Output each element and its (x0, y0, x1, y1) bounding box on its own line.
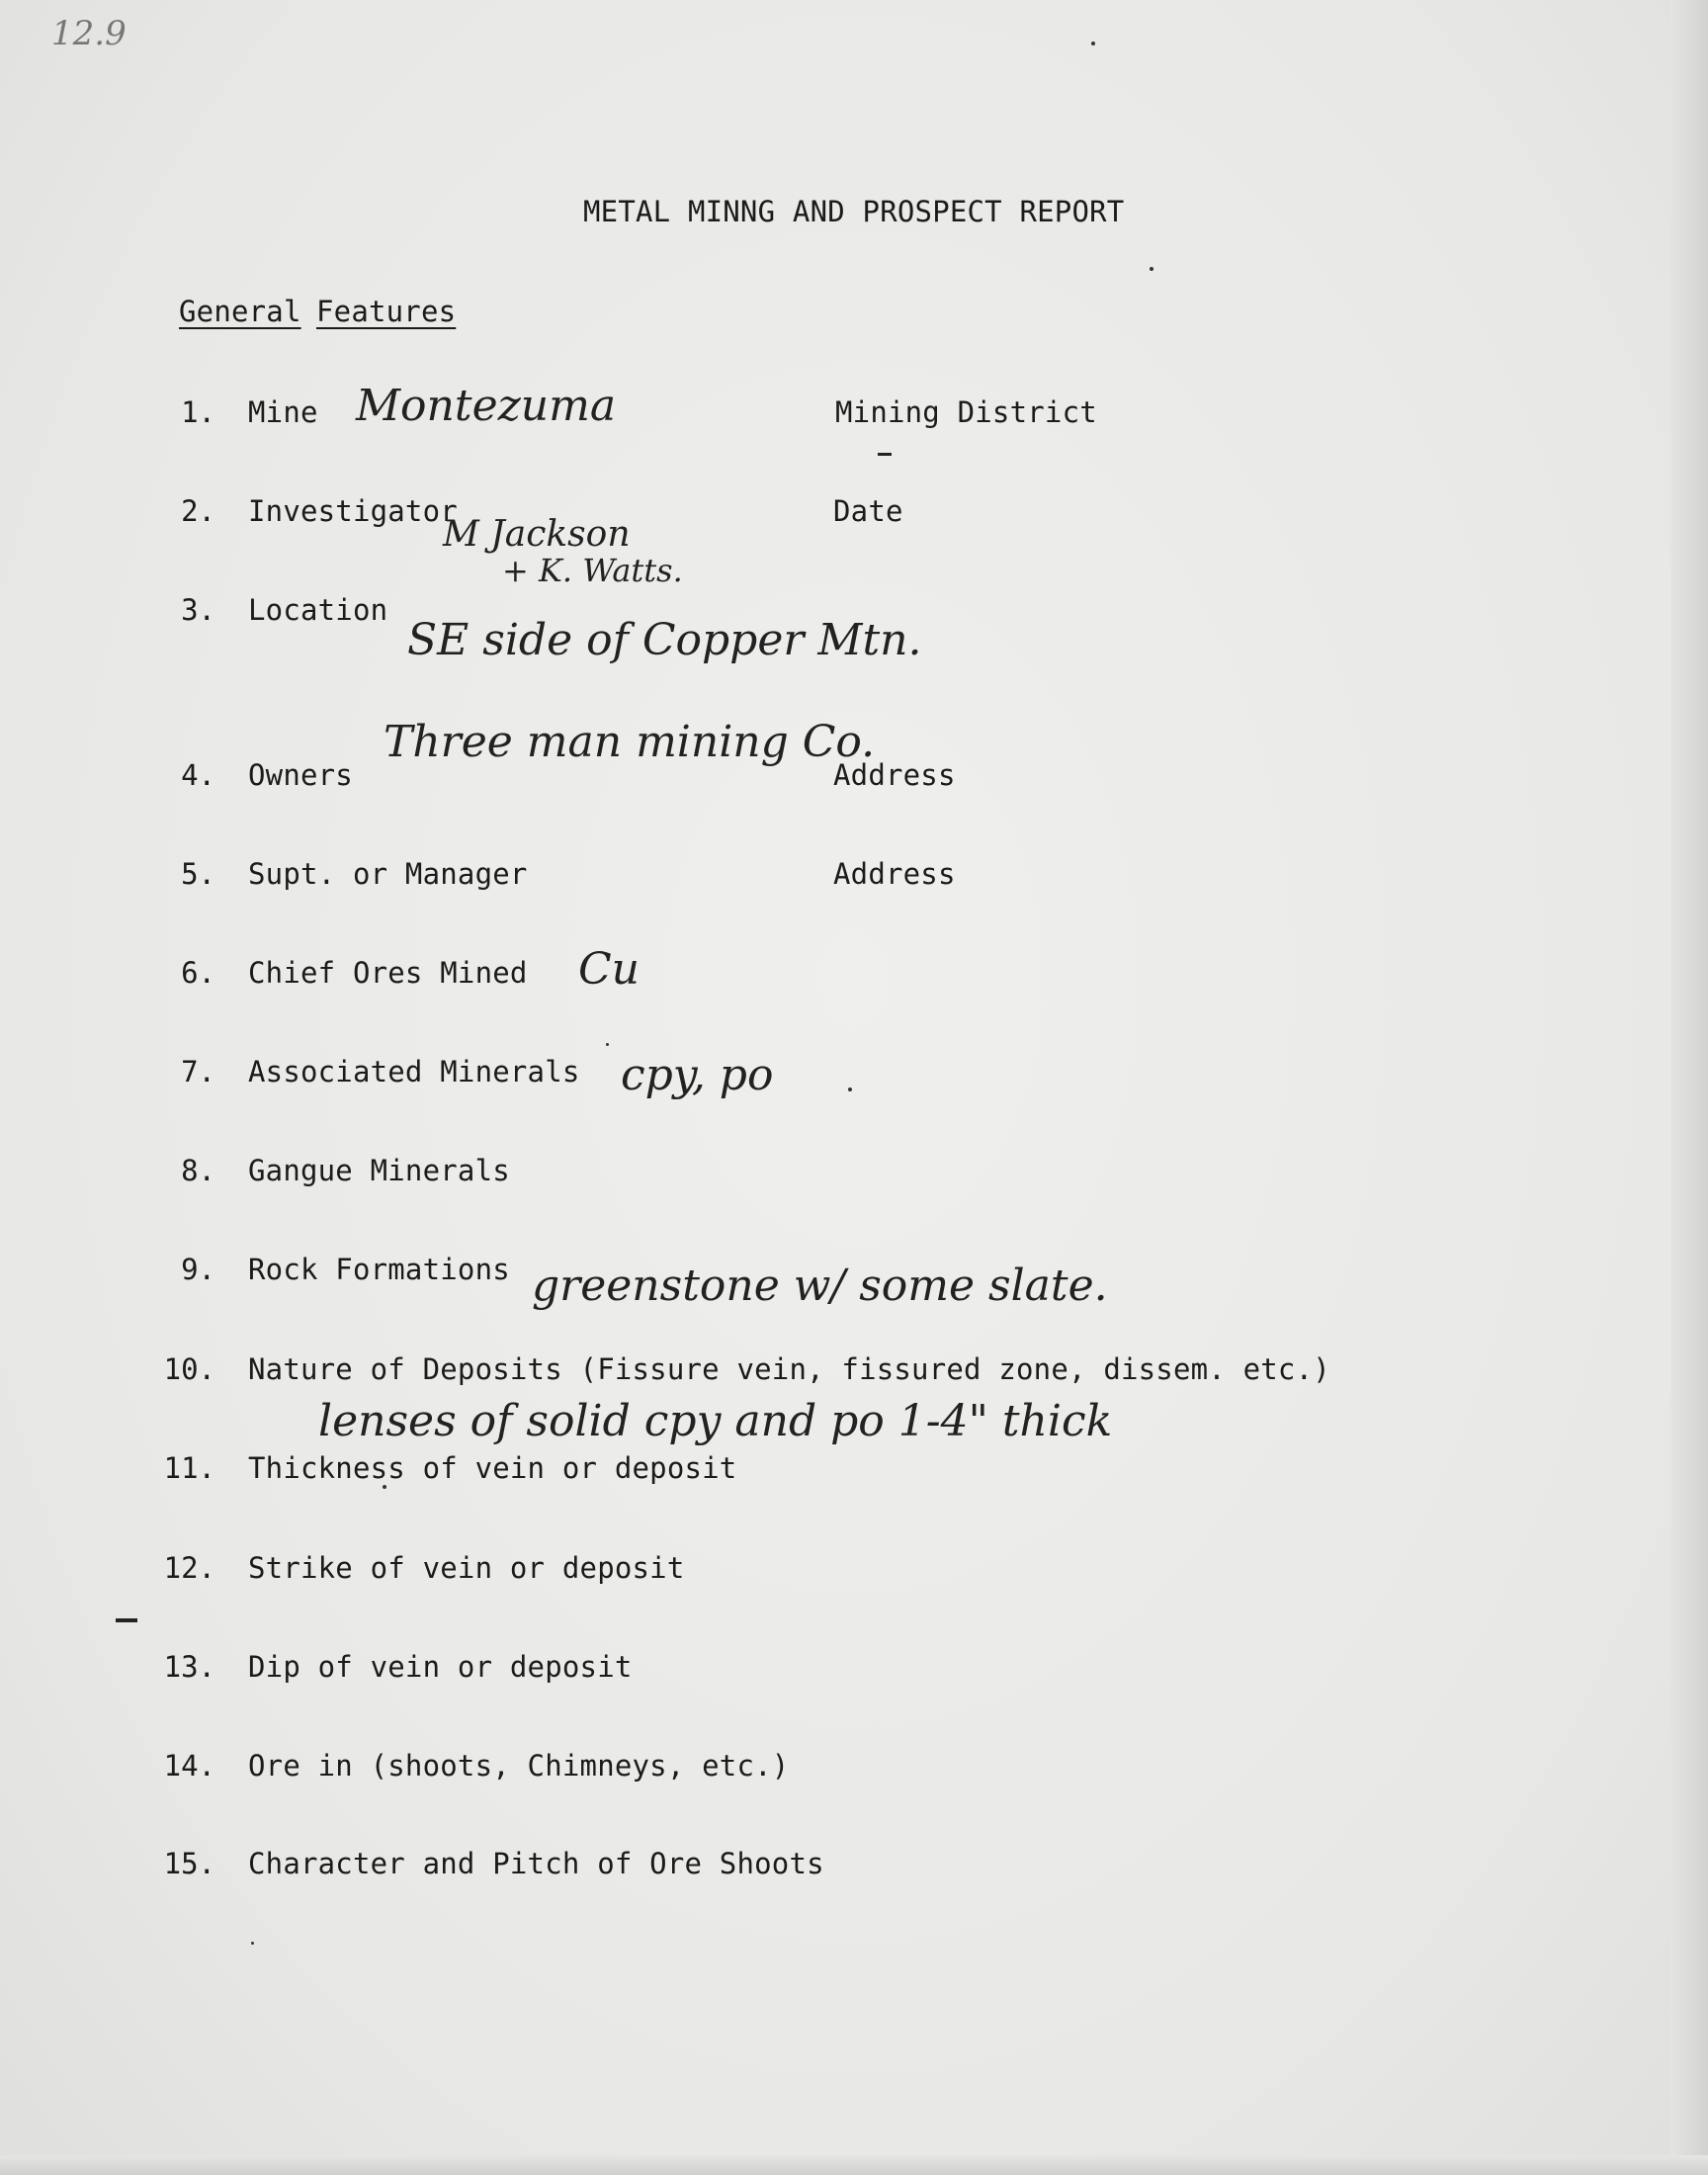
item-12-number: 12. (163, 1551, 215, 1585)
handwritten-investigator-2: + K. Watts. (502, 552, 683, 589)
stray-dash-mark (878, 453, 892, 456)
handwritten-owners: Three man mining Co. (384, 717, 876, 767)
item-13-number: 13. (163, 1650, 215, 1684)
item-8-label: Gangue Minerals (248, 1154, 510, 1187)
item-6-label: Chief Ores Mined (248, 956, 528, 990)
handwritten-location: SE side of Copper Mtn. (407, 615, 922, 665)
item-1-number: 1. (181, 395, 215, 429)
item-4-right-label: Address (833, 758, 956, 792)
item-3-label: Location (248, 593, 388, 627)
speck-6 (251, 1942, 254, 1945)
item-6-number: 6. (181, 956, 215, 990)
item-2-number: 2. (181, 494, 215, 528)
item-9-number: 9. (181, 1253, 215, 1286)
speck-3 (848, 1088, 852, 1091)
item-14-label: Ore in (shoots, Chimneys, etc.) (248, 1749, 790, 1783)
item-13-label: Dip of vein or deposit (248, 1650, 633, 1684)
margin-dash-mark (116, 1618, 137, 1622)
handwritten-mine: Montezuma (356, 381, 617, 431)
item-7-label: Associated Minerals (248, 1055, 580, 1088)
handwritten-chief-ores: Cu (578, 944, 640, 995)
item-11-label: Thickness of vein or deposit (248, 1451, 737, 1485)
item-1-label: Mine (248, 395, 318, 429)
item-4-label: Owners (248, 758, 353, 792)
item-15-label: Character and Pitch of Ore Shoots (248, 1847, 824, 1880)
item-9-label: Rock Formations (248, 1253, 510, 1286)
item-2-right-label: Date (833, 494, 903, 528)
item-10-number: 10. (163, 1352, 215, 1386)
handwritten-rock-formations: greenstone w/ some slate. (532, 1261, 1108, 1311)
speck-5 (383, 1485, 386, 1489)
item-5-label: Supt. or Manager (248, 857, 528, 891)
item-14-number: 14. (163, 1749, 215, 1783)
item-3-number: 3. (181, 593, 215, 627)
item-8-number: 8. (181, 1154, 215, 1187)
item-7-number: 7. (181, 1055, 215, 1088)
speck-4 (606, 1043, 609, 1046)
item-10-label: Nature of Deposits (Fissure vein, fissured zone, dissem. etc.) (248, 1352, 1330, 1386)
scan-edge-right (1670, 0, 1708, 2175)
item-4-number: 4. (181, 758, 215, 792)
handwritten-investigator-1: M Jackson (443, 514, 631, 555)
item-2-label: Investigator (248, 494, 458, 528)
speck-2 (1150, 267, 1153, 271)
item-15-number: 15. (163, 1847, 215, 1880)
section-heading-general: General (179, 295, 301, 328)
item-11-number: 11. (163, 1451, 215, 1485)
corner-note: 12.9 (51, 14, 127, 53)
item-5-right-label: Address (833, 857, 956, 891)
speck-1 (1091, 42, 1095, 45)
item-5-number: 5. (181, 857, 215, 891)
report-title: METAL MINNG AND PROSPECT REPORT (583, 195, 1125, 228)
handwritten-nature-of-deposits: lenses of solid cpy and po 1-4" thick (318, 1396, 1113, 1446)
scan-edge-bottom (0, 2155, 1708, 2175)
item-12-label: Strike of vein or deposit (248, 1551, 685, 1585)
handwritten-associated-minerals: cpy, po (621, 1050, 774, 1100)
item-1-right-label: Mining District (835, 395, 1097, 429)
section-heading-features: Features (316, 295, 457, 328)
